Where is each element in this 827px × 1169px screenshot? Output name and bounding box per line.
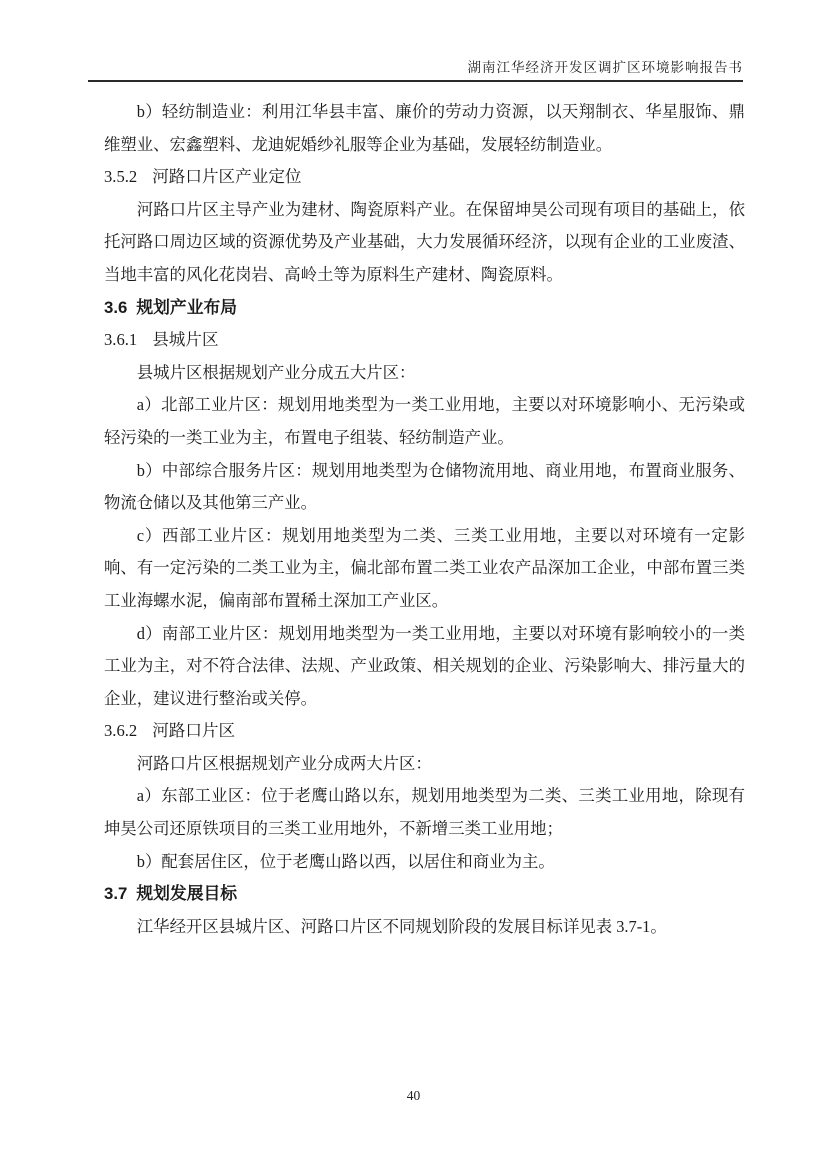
body-paragraph-development-goals: 江华经开区县城片区、河路口片区不同规划阶段的发展目标详见表 3.7-1。: [136, 916, 667, 936]
body-paragraph-west-industrial: c）西部工业片区：规划用地类型为二类、三类工业用地，主要以对环境有一定影响、有一定污染的二类工业为主，偏北部布置二类工业农产品深加工企业，中部布置三类工业海螺水泥，偏南部布置稀土深加工产业区。: [104, 525, 745, 610]
section-heading-3-6: [104, 292, 745, 325]
section-number: 3.7: [104, 884, 128, 904]
document-body: [104, 96, 745, 943]
body-paragraph-heluokou-intro: 河路口片区根据规划产业分成两大片区：: [136, 753, 432, 773]
body-paragraph-east-industrial: a）东部工业区：位于老鹰山路以东，规划用地类型为二类、三类工业用地，除现有坤昊公司还原铁项目的三类工业用地外，不新增三类工业用地；: [104, 786, 745, 839]
body-paragraph-north-industrial: a）北部工业片区：规划用地类型为一类工业用地，主要以对环境影响小、无污染或轻污染的一类工业为主，布置电子组装、轻纺制造产业。: [104, 395, 745, 447]
section-heading-3-5-2: [104, 161, 745, 194]
page-header: [88, 0, 743, 82]
section-title: 规划产业布局: [136, 297, 238, 317]
body-paragraph-light-textile: b）轻纺制造业：利用江华县丰富、廉价的劳动力资源，以天翔制衣、华星服饰、鼎维塑业、宏鑫塑料、龙迪妮婚纱礼服等企业为基础，发展轻纺制造业。: [104, 102, 745, 154]
section-title: 规划发展目标: [136, 884, 238, 904]
section-number: 3.6.2: [104, 721, 138, 741]
header-divider: [88, 80, 743, 82]
section-title: 河路口片区产业定位: [152, 167, 302, 187]
section-title: 河路口片区: [152, 721, 236, 741]
section-heading-3-7: [104, 878, 745, 911]
section-number: 3.6: [104, 297, 128, 317]
body-paragraph-county-intro: 县城片区根据规划产业分成五大片区：: [136, 362, 416, 382]
body-paragraph-central-service: b）中部综合服务片区：规划用地类型为仓储物流用地、商业用地，布置商业服务、物流仓储以及其他第三产业。: [104, 460, 745, 513]
section-heading-3-6-2: [104, 715, 745, 748]
body-paragraph-heluokou-positioning: 河路口片区主导产业为建材、陶瓷原料产业。在保留坤昊公司现有项目的基础上，依托河路口周边区域的资源优势及产业基础，大力发展循环经济，以现有企业的工业废渣、当地丰富的风化花岗岩、高岭土等为原料生产建材、陶瓷原料。: [104, 199, 745, 284]
section-heading-3-6-1: [104, 324, 745, 357]
section-number: 3.6.1: [104, 330, 138, 350]
body-paragraph-south-industrial: d）南部工业片区：规划用地类型为一类工业用地，主要以对环境有影响较小的一类工业为主，对不符合法律、法规、产业政策、相关规划的企业、污染影响大、排污量大的企业，建议进行整治或关停。: [104, 623, 745, 708]
section-title: 县城片区: [152, 330, 219, 350]
section-number: 3.5.2: [104, 167, 138, 187]
page-number: 40: [406, 1088, 421, 1103]
body-paragraph-residential: b）配套居住区，位于老鹰山路以西，以居住和商业为主。: [136, 851, 555, 871]
page-header-title: 湖南江华经济开发区调扩区环境影响报告书: [467, 60, 743, 75]
